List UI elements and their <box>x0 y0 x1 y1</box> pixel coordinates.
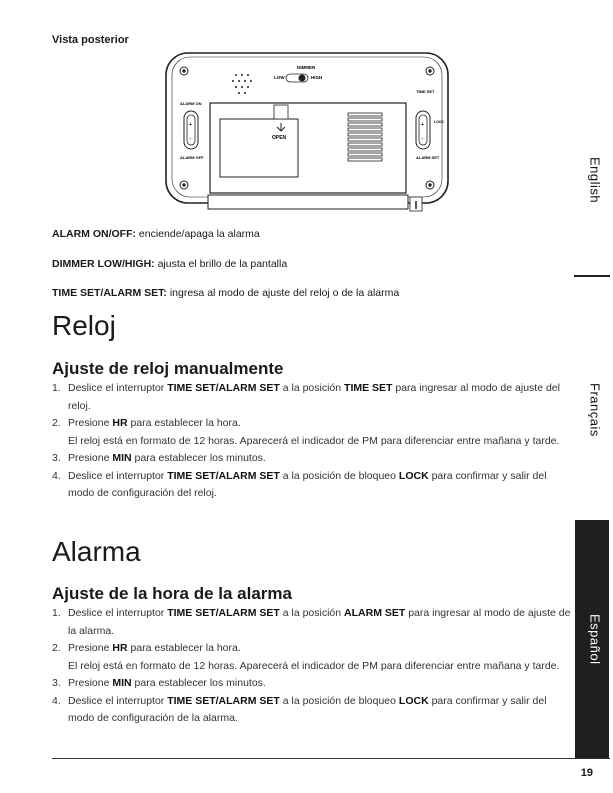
page-number: 19 <box>580 767 593 779</box>
alarm-switch <box>184 111 198 149</box>
tab-espanol[interactable]: Español <box>587 613 603 665</box>
clock-steps-list <box>52 380 572 503</box>
list-item: 4. Deslice el interruptor TIME SET/ALARM SET a la posición de bloqueo LOCK para confirmar y salir del modo de configuración de la alarma. <box>52 694 547 724</box>
clock-rear-view-diagram <box>162 47 452 217</box>
section-title-clock: Reloj <box>52 310 116 341</box>
section-title-alarm: Alarma <box>52 536 141 567</box>
dimmer-label: DIMMER <box>297 65 316 70</box>
tab-francais[interactable]: Français <box>587 383 603 437</box>
control-desc-dimmer: DIMMER LOW/HIGH: ajusta el brillo de la pantalla <box>52 258 288 270</box>
alarm-on-label: ALARM ON <box>180 101 202 106</box>
control-desc-alarm: ALARM ON/OFF: enciende/apaga la alarma <box>52 228 260 240</box>
alarm-off-label: ALARM OFF <box>180 155 204 160</box>
dimmer-low-label: LOW <box>274 75 285 80</box>
footer-rule <box>52 758 610 759</box>
subsection-title-alarm-time: Ajuste de la hora de la alarma <box>52 584 292 603</box>
time-alarm-set-switch <box>416 111 430 149</box>
list-item: 1. Deslice el interruptor TIME SET/ALARM SET a la posición TIME SET para ingresar al modo de ajuste del reloj. <box>52 382 560 412</box>
alarm-set-label: ALARM SET <box>416 155 440 160</box>
figure-caption: Vista posterior <box>52 34 129 46</box>
tab-divider <box>574 275 610 277</box>
lock-label: LOCK <box>434 120 444 124</box>
tab-english[interactable]: English <box>587 156 603 204</box>
subsection-title-clock-manual: Ajuste de reloj manualmente <box>52 359 284 378</box>
time-set-label: TIME SET <box>416 89 435 94</box>
svg-text:+: + <box>421 122 424 128</box>
svg-text:-: - <box>189 136 192 142</box>
open-label: OPEN <box>272 135 287 141</box>
svg-text:-: - <box>421 136 424 142</box>
list-item: 4. Deslice el interruptor TIME SET/ALARM SET a la posición de bloqueo LOCK para confirmar y salir del modo de configuración del reloj. <box>52 469 547 499</box>
alarm-steps-list <box>52 605 572 728</box>
control-desc-time-set: TIME SET/ALARM SET: ingresa al modo de ajuste del reloj o de la alarma <box>52 287 400 299</box>
list-item: 3. Presione MIN para establecer los minutos. <box>52 452 266 464</box>
dimmer-high-label: HIGH <box>311 75 323 80</box>
list-item: 2. Presione HR para establecer la hora. El reloj está en formato de 12 horas. Aparecerá el indicador de PM para diferenciar entre mañana y tarde. <box>52 642 560 672</box>
list-item: 1. Deslice el interruptor TIME SET/ALARM SET a la posición ALARM SET para ingresar al modo de ajuste de la alarma. <box>52 607 571 637</box>
list-item: 3. Presione MIN para establecer los minutos. <box>52 677 266 689</box>
svg-text:+: + <box>189 122 192 128</box>
list-item: 2. Presione HR para establecer la hora. El reloj está en formato de 12 horas. Aparecerá el indicador de PM para diferenciar entre mañana y tarde. <box>52 417 560 447</box>
